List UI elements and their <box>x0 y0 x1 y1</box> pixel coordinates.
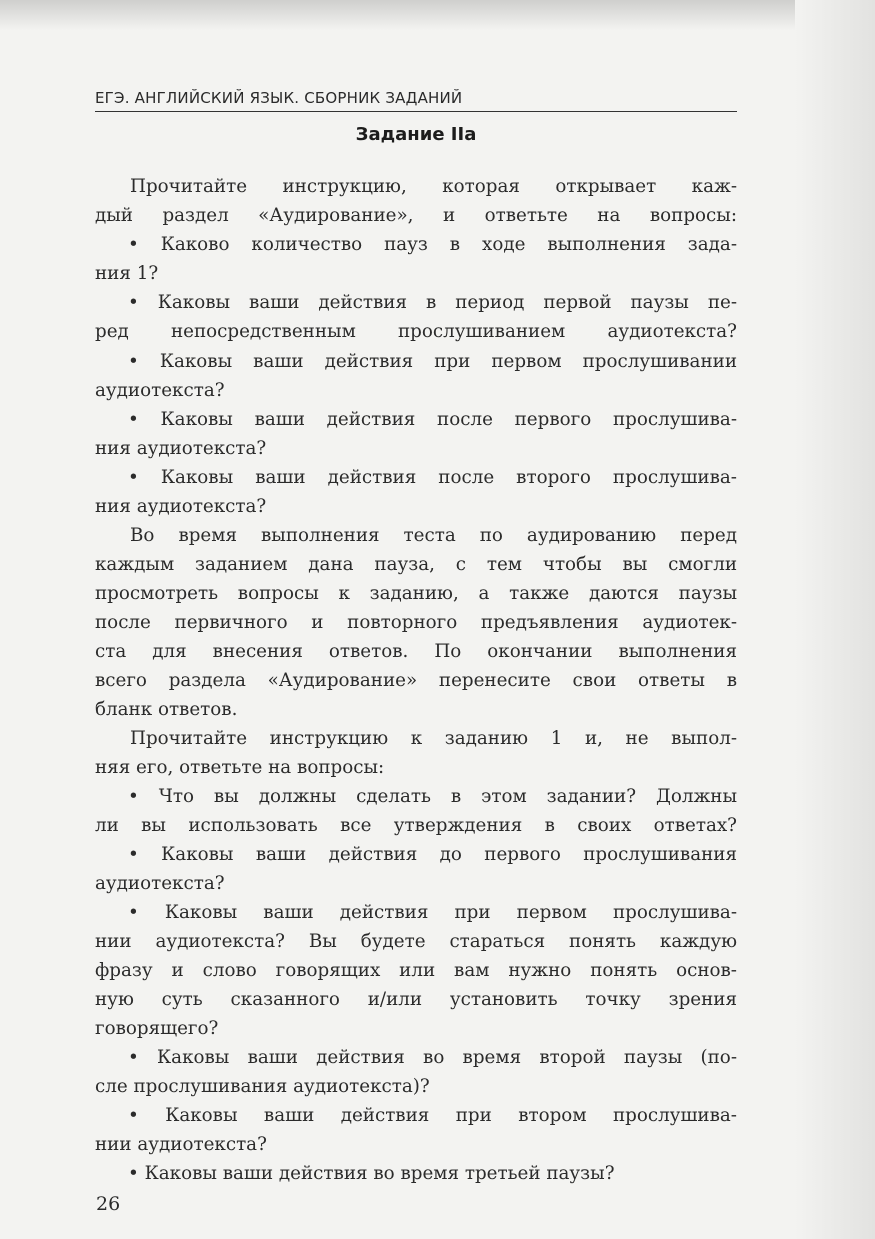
running-head: ЕГЭ. АНГЛИЙСКИЙ ЯЗЫК. СБОРНИК ЗАДАНИЙ <box>95 89 463 107</box>
text-line: нии аудиотекста? <box>95 1134 267 1155</box>
text-line: няя его, ответьте на вопросы: <box>95 757 385 778</box>
bullet-line: • Каковы ваши действия после первого прослушива- <box>128 409 737 430</box>
bullet-line: • Каковы ваши действия до первого прослушивания <box>128 844 737 865</box>
text-line: аудиотекста? <box>95 873 225 894</box>
header-rule <box>95 111 737 112</box>
bullet-line: • Каковы ваши действия во время третьей паузы? <box>128 1163 615 1184</box>
task-title: Задание IIa <box>355 124 477 145</box>
scan-top-shadow <box>0 0 875 30</box>
text-line: аудиотекста? <box>95 380 225 401</box>
bullet-line: • Каково количество пауз в ходе выполнения зада- <box>128 234 737 255</box>
text-line: дый раздел «Аудирование», и ответьте на вопросы: <box>95 205 737 226</box>
text-line: ную суть сказанного и/или установить точку зрения <box>95 989 737 1010</box>
text-line: просмотреть вопросы к заданию, а также даются паузы <box>95 583 737 604</box>
bullet-line: • Каковы ваши действия при первом прослушива- <box>128 902 737 923</box>
text-line: ред непосредственным прослушиванием аудиотекста? <box>95 321 737 342</box>
text-line: ния 1? <box>95 263 159 284</box>
text-line: Прочитайте инструкцию, которая открывает каж- <box>130 176 737 197</box>
text-line: ния аудиотекста? <box>95 496 267 517</box>
text-line: сле прослушивания аудиотекста)? <box>95 1076 430 1097</box>
text-line: ли вы использовать все утверждения в своих ответах? <box>95 815 737 836</box>
scan-edge-shadow <box>795 0 875 1239</box>
bullet-line: • Каковы ваши действия при втором прослушива- <box>128 1105 737 1126</box>
text-line: каждым заданием дана пауза, с тем чтобы вы смогли <box>95 554 737 575</box>
bullet-line: • Каковы ваши действия после второго прослушива- <box>128 467 737 488</box>
page-number: 26 <box>96 1193 121 1215</box>
bullet-line: • Каковы ваши действия при первом прослушивании <box>128 351 737 372</box>
text-line: Во время выполнения теста по аудированию перед <box>130 525 737 546</box>
text-line: Прочитайте инструкцию к заданию 1 и, не выпол- <box>130 728 737 749</box>
text-line: после первичного и повторного предъявления аудиотек- <box>95 612 737 633</box>
bullet-line: • Каковы ваши действия в период первой паузы пе- <box>128 292 737 313</box>
text-line: нии аудиотекста? Вы будете стараться понять каждую <box>95 931 737 952</box>
text-line: ста для внесения ответов. По окончании выполнения <box>95 641 737 662</box>
bullet-line: • Что вы должны сделать в этом задании? Должны <box>128 786 737 807</box>
text-line: ния аудиотекста? <box>95 438 267 459</box>
text-line: говорящего? <box>95 1018 219 1039</box>
bullet-line: • Каковы ваши действия во время второй паузы (по- <box>128 1047 737 1068</box>
text-line: бланк ответов. <box>95 699 238 720</box>
text-line: фразу и слово говорящих или вам нужно понять основ- <box>95 960 737 981</box>
text-line: всего раздела «Аудирование» перенесите свои ответы в <box>95 670 737 691</box>
